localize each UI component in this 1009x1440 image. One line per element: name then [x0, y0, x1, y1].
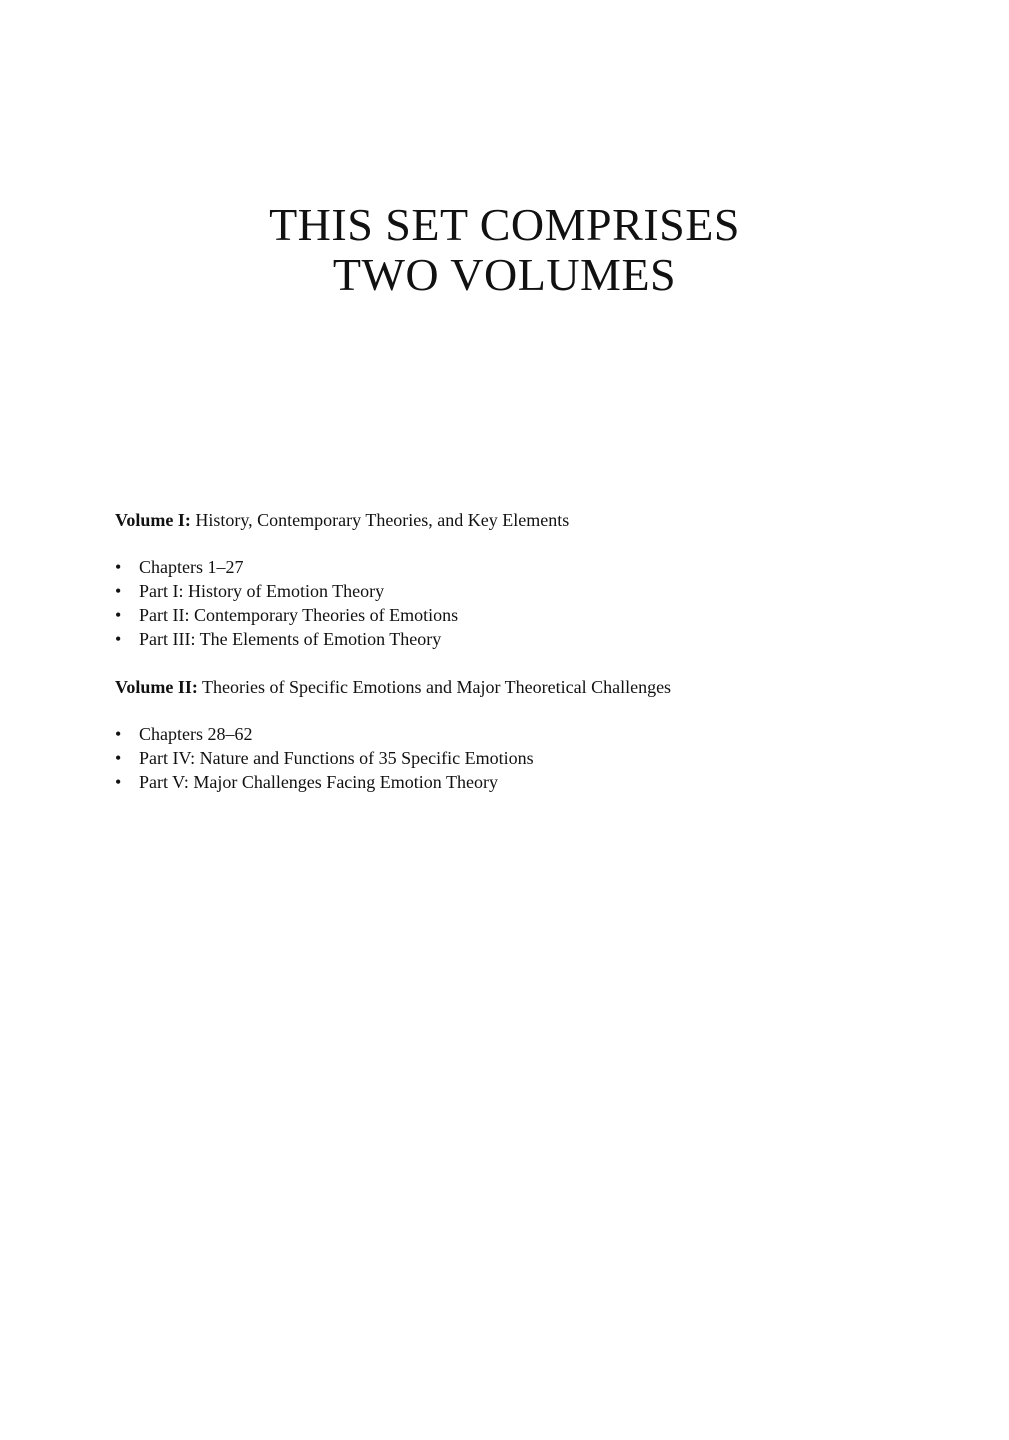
bullet-icon: • [115, 748, 122, 768]
volume-1-block [115, 508, 915, 651]
list-item [115, 770, 915, 794]
bullet-icon: • [115, 772, 122, 792]
list-item-text: Part IV: Nature and Functions of 35 Specific Emotions [139, 748, 534, 768]
list-item [115, 722, 915, 746]
volume-1-heading [115, 508, 915, 532]
list-item-text: Part V: Major Challenges Facing Emotion Theory [139, 772, 498, 792]
list-item-text: Chapters 28–62 [139, 724, 253, 744]
list-item-text: Chapters 1–27 [139, 557, 244, 577]
bullet-icon: • [115, 605, 122, 625]
volumes-section [115, 508, 915, 794]
list-item [115, 746, 915, 770]
title-line-1: THIS SET COMPRISES [269, 199, 740, 250]
list-item [115, 579, 915, 603]
volume-2-label: Volume II: [115, 677, 198, 697]
list-item-text: Part I: History of Emotion Theory [139, 581, 385, 601]
title-line-2: TWO VOLUMES [332, 249, 677, 300]
volume-2-contents-list [115, 722, 915, 794]
bullet-icon: • [115, 581, 122, 601]
list-item-text: Part II: Contemporary Theories of Emotions [139, 605, 459, 625]
volume-1-label: Volume I: [115, 510, 191, 530]
page-title [0, 200, 1009, 300]
volume-1-subtitle: History, Contemporary Theories, and Key Elements [190, 510, 570, 530]
list-item [115, 627, 915, 651]
bullet-icon: • [115, 557, 122, 577]
list-item-text: Part III: The Elements of Emotion Theory [139, 629, 442, 649]
list-item [115, 603, 915, 627]
bullet-icon: • [115, 629, 122, 649]
volume-2-heading [115, 675, 915, 699]
volume-1-contents-list [115, 555, 915, 651]
volume-2-subtitle: Theories of Specific Emotions and Major Theoretical Challenges [197, 677, 672, 697]
list-item [115, 555, 915, 579]
volume-2-block [115, 675, 915, 794]
bullet-icon: • [115, 724, 122, 744]
